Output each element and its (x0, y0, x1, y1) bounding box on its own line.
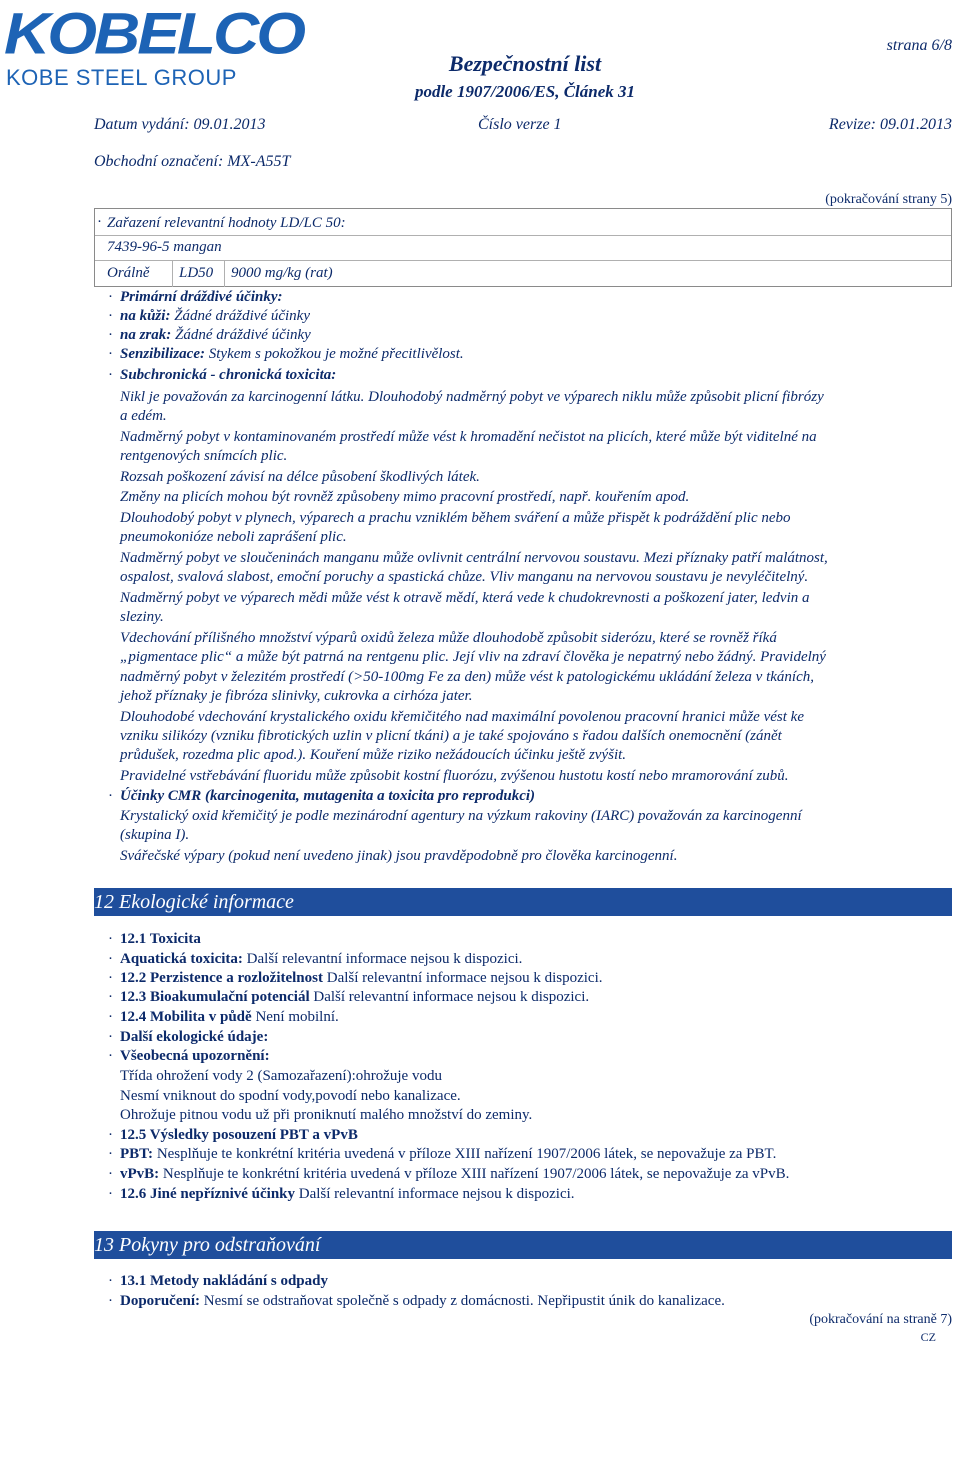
bullet: · (108, 289, 113, 305)
toxicity-heading: 12.1 Toxicita (120, 931, 201, 947)
ld-value: 9000 mg/kg (rat) (231, 265, 333, 281)
sensitization-row (120, 345, 464, 364)
vpvb-row (120, 1165, 789, 1184)
trade-name: Obchodní označení: MX-A55T (94, 153, 291, 170)
text-line: rentgenových snímcích plic. (120, 448, 288, 464)
bioaccumulation-label: 12.3 Bioakumulační potenciál (120, 989, 310, 1005)
bullet: · (108, 1186, 113, 1202)
text-line: Nikl je považován za karcinogenní látku. Dlouhodobý nadměrný pobyt ve výparech niklu může způsobit plicní fibrózy (120, 389, 824, 405)
section-13-header (94, 1231, 952, 1259)
mobility-row (120, 1008, 339, 1027)
bullet: · (108, 1273, 113, 1289)
text-line: sleziny. (120, 609, 164, 625)
text-line: Svářečské výpary (pokud není uvedeno jinak) jsou pravděpodobně pro člověka karcinogenní. (120, 848, 678, 864)
bullet: · (108, 346, 113, 362)
sensitization-label: Senzibilizace: (120, 346, 205, 362)
text-line: Vdechování přílišného množství výparů oxidů železa může dlouhodobě způsobit siderózu, které se rovněž říká (120, 630, 777, 646)
bullet: · (108, 788, 113, 804)
text-line: Třída ohrožení vody 2 (Samozařazení):ohrožuje vodu (120, 1068, 442, 1084)
sensitization-value: Stykem s pokožkou je možné přecitlivělost. (208, 346, 464, 362)
vpvb-value: Nesplňuje te konkrétní kritéria uvedená v příloze XIII nařízení 1907/2006 látek, se nepovažuje za vPvB. (159, 1166, 790, 1182)
cmr-heading: Účinky CMR (karcinogenita, mutagenita a toxicita pro reprodukci) (120, 788, 536, 804)
section-13-title: 13 Pokyny pro odstraňování (94, 1234, 321, 1256)
disposal-methods-heading: 13.1 Metody nakládání s odpady (120, 1273, 328, 1289)
pbt-label: PBT: (120, 1146, 154, 1162)
ld-route: Orálně (107, 265, 150, 281)
kobelco-logo (4, 0, 303, 94)
text-line: Pravidelné vstřebávání fluoridu může způsobit kostní fluorózu, zvýšenou hustotu kostí nebo mramorování zubů. (120, 768, 789, 784)
bioaccumulation-value: Další relevantní informace nejsou k dispozici. (309, 989, 590, 1005)
subchronic-heading: Subchronická - chronická toxicita: (120, 367, 337, 383)
text-line: Rozsah poškození závisí na délce působení škodlivých látek. (120, 469, 480, 485)
text-line: Nadměrný pobyt ve výparech mědi může vést k otravě mědí, která vede k chudokrevnosti a poškození jater, ledvin a (120, 590, 810, 606)
ld-type: LD50 (179, 265, 214, 281)
mobility-label: 12.4 Mobilita v půdě (120, 1009, 252, 1025)
text-line: a edém. (120, 408, 167, 424)
text-line: (skupina I). (120, 827, 190, 843)
adverse-effects-label: 12.6 Jiné nepříznivé účinky (120, 1186, 296, 1202)
version-number: Číslo verze 1 (478, 116, 562, 133)
eye-label: na zrak: (120, 327, 172, 343)
recommendation-row (120, 1292, 725, 1311)
bullet: · (108, 931, 113, 947)
cell-divider (224, 260, 225, 287)
bullet: · (108, 1166, 113, 1182)
text-line: Ohrožuje pitnou vodu už při proniknutí malého množství do zeminy. (120, 1107, 533, 1123)
bullet: · (108, 989, 113, 1005)
section-12-header (94, 888, 952, 916)
text-line: Nadměrný pobyt ve sloučeninách manganu může ovlivnit centrální nervovou soustavu. Mezi příznaky patří malátnost, (120, 550, 828, 566)
pbt-heading: 12.5 Výsledky posouzení PBT a vPvB (120, 1127, 358, 1143)
logo-wordmark: KOBELCO (4, 0, 303, 67)
text-line: nadměrný pobyt v železitém prostředí (>50-100mg Fe za den) může vést k patologickému ukládání železa v tkáních, (120, 669, 814, 685)
adverse-effects-row (120, 1185, 575, 1204)
ld-heading: Zařazení relevantní hodnoty LD/LC 50: (107, 215, 346, 231)
text-line: ospalost, svalová slabost, emoční poruchy a spastická chůze. Vliv manganu na nervovou soustavu je nevyléčitelný. (120, 569, 809, 585)
text-line: Změny na plicích mohou být rovněž způsobeny mimo pracovní prostředí, např. kouřením apod. (120, 489, 690, 505)
page-number: strana 6/8 (886, 37, 952, 54)
bullet: · (108, 951, 113, 967)
text-line: Dlouhodobé vdechování krystalického oxidu křemičitého nad maximální povolenou pracovní hranici může vést ke (120, 709, 804, 725)
ld-table (94, 208, 952, 287)
pbt-row (120, 1145, 776, 1164)
bullet: · (108, 1127, 113, 1143)
primary-irritation-heading: Primární dráždivé účinky: (120, 289, 283, 305)
table-divider (95, 235, 951, 236)
skin-label: na kůži: (120, 308, 171, 324)
text-line: vzniku silikózy (vzniku fibrotických uzlin v plicní tkáni) a je také spojováno s řadou dalších onemocnění (zánět (120, 728, 782, 744)
eye-value: Žádné dráždivé účinky (175, 327, 311, 343)
text-line: průdušek, rozedma plic apod.). Kouření může riziko nežádoucích účinku ještě zvýšit. (120, 747, 627, 763)
adverse-effects-value: Další relevantní informace nejsou k dispozici. (295, 1186, 575, 1202)
aquatic-label: Aquatická toxicita: (120, 951, 243, 967)
bullet: · (108, 1146, 113, 1162)
bioaccumulation-row (120, 988, 589, 1007)
document-title: Bezpečnostní list (448, 51, 602, 76)
pbt-value: Nesplňuje te konkrétní kritéria uvedená v příloze XIII nařízení 1907/2006 látek, se nepovažuje za PBT. (153, 1146, 777, 1162)
mobility-value: Není mobilní. (251, 1009, 339, 1025)
bullet: · (108, 970, 113, 986)
vpvb-label: vPvB: (120, 1166, 160, 1182)
bullet: · (97, 214, 102, 230)
bullet: · (108, 308, 113, 324)
ld-substance: 7439-96-5 mangan (107, 239, 222, 255)
text-line: Dlouhodobý pobyt v plynech, výparech a prachu vzniklém během sváření a může přispět k podráždění plic nebo (120, 510, 791, 526)
text-line: Nesmí vniknout do spodní vody,povodí nebo kanalizace. (120, 1088, 461, 1104)
language-code: CZ (920, 1330, 936, 1344)
aquatic-row (120, 950, 522, 969)
bullet: · (108, 327, 113, 343)
other-eco-heading: Další ekologické údaje: (120, 1029, 269, 1045)
section-12-title: 12 Ekologické informace (94, 891, 294, 913)
continued-to: (pokračování na straně 7) (809, 1312, 952, 1327)
bullet: · (108, 367, 113, 383)
text-line: Krystalický oxid křemičitý je podle mezinárodní agentury na výzkum rakoviny (IARC) považován za karcinogenní (120, 808, 802, 824)
bullet: · (108, 1293, 113, 1309)
text-line: pneumokoniózе neboli zaprášení plic. (120, 529, 347, 545)
persistence-value: Další relevantní informace nejsou k dispozici. (322, 970, 603, 986)
text-line: „pigmentace plic“ a může být patrná na rentgenu plic. Její vliv na zdraví člověka je nepatrný nebo žádný. Pravidelný (120, 649, 826, 665)
recommendation-label: Doporučení: (120, 1293, 200, 1309)
revision-date: Revize: 09.01.2013 (828, 116, 952, 133)
document-subtitle: podle 1907/2006/ES, Článek 31 (414, 82, 636, 101)
aquatic-value: Další relevantní informace nejsou k dispozici. (242, 951, 523, 967)
continued-from: (pokračování strany 5) (825, 192, 952, 207)
bullet: · (108, 1009, 113, 1025)
eye-row (120, 326, 311, 345)
logo-subtitle: KOBE STEEL GROUP (6, 65, 237, 90)
persistence-label: 12.2 Perzistence a rozložitelnost (120, 970, 323, 986)
bullet: · (108, 1048, 113, 1064)
skin-row (120, 307, 310, 326)
skin-value: Žádné dráždivé účinky (174, 308, 310, 324)
general-notes-heading: Všeobecná upozornění: (120, 1048, 270, 1064)
text-line: Nadměrný pobyt v kontaminovaném prostředí může vést k hromadění nečistot na plicích, které může být viditelné na (120, 429, 817, 445)
cell-divider (172, 260, 173, 287)
issue-date: Datum vydání: 09.01.2013 (94, 116, 266, 133)
persistence-row (120, 969, 602, 988)
text-line: jehož příznaky je fibróza slinivky, cukrovka a cirhóza jater. (120, 688, 473, 704)
bullet: · (108, 1029, 113, 1045)
recommendation-value: Nesmí se odstraňovat společně s odpady z domácnosti. Nepřipustit únik do kanalizace. (200, 1293, 725, 1309)
